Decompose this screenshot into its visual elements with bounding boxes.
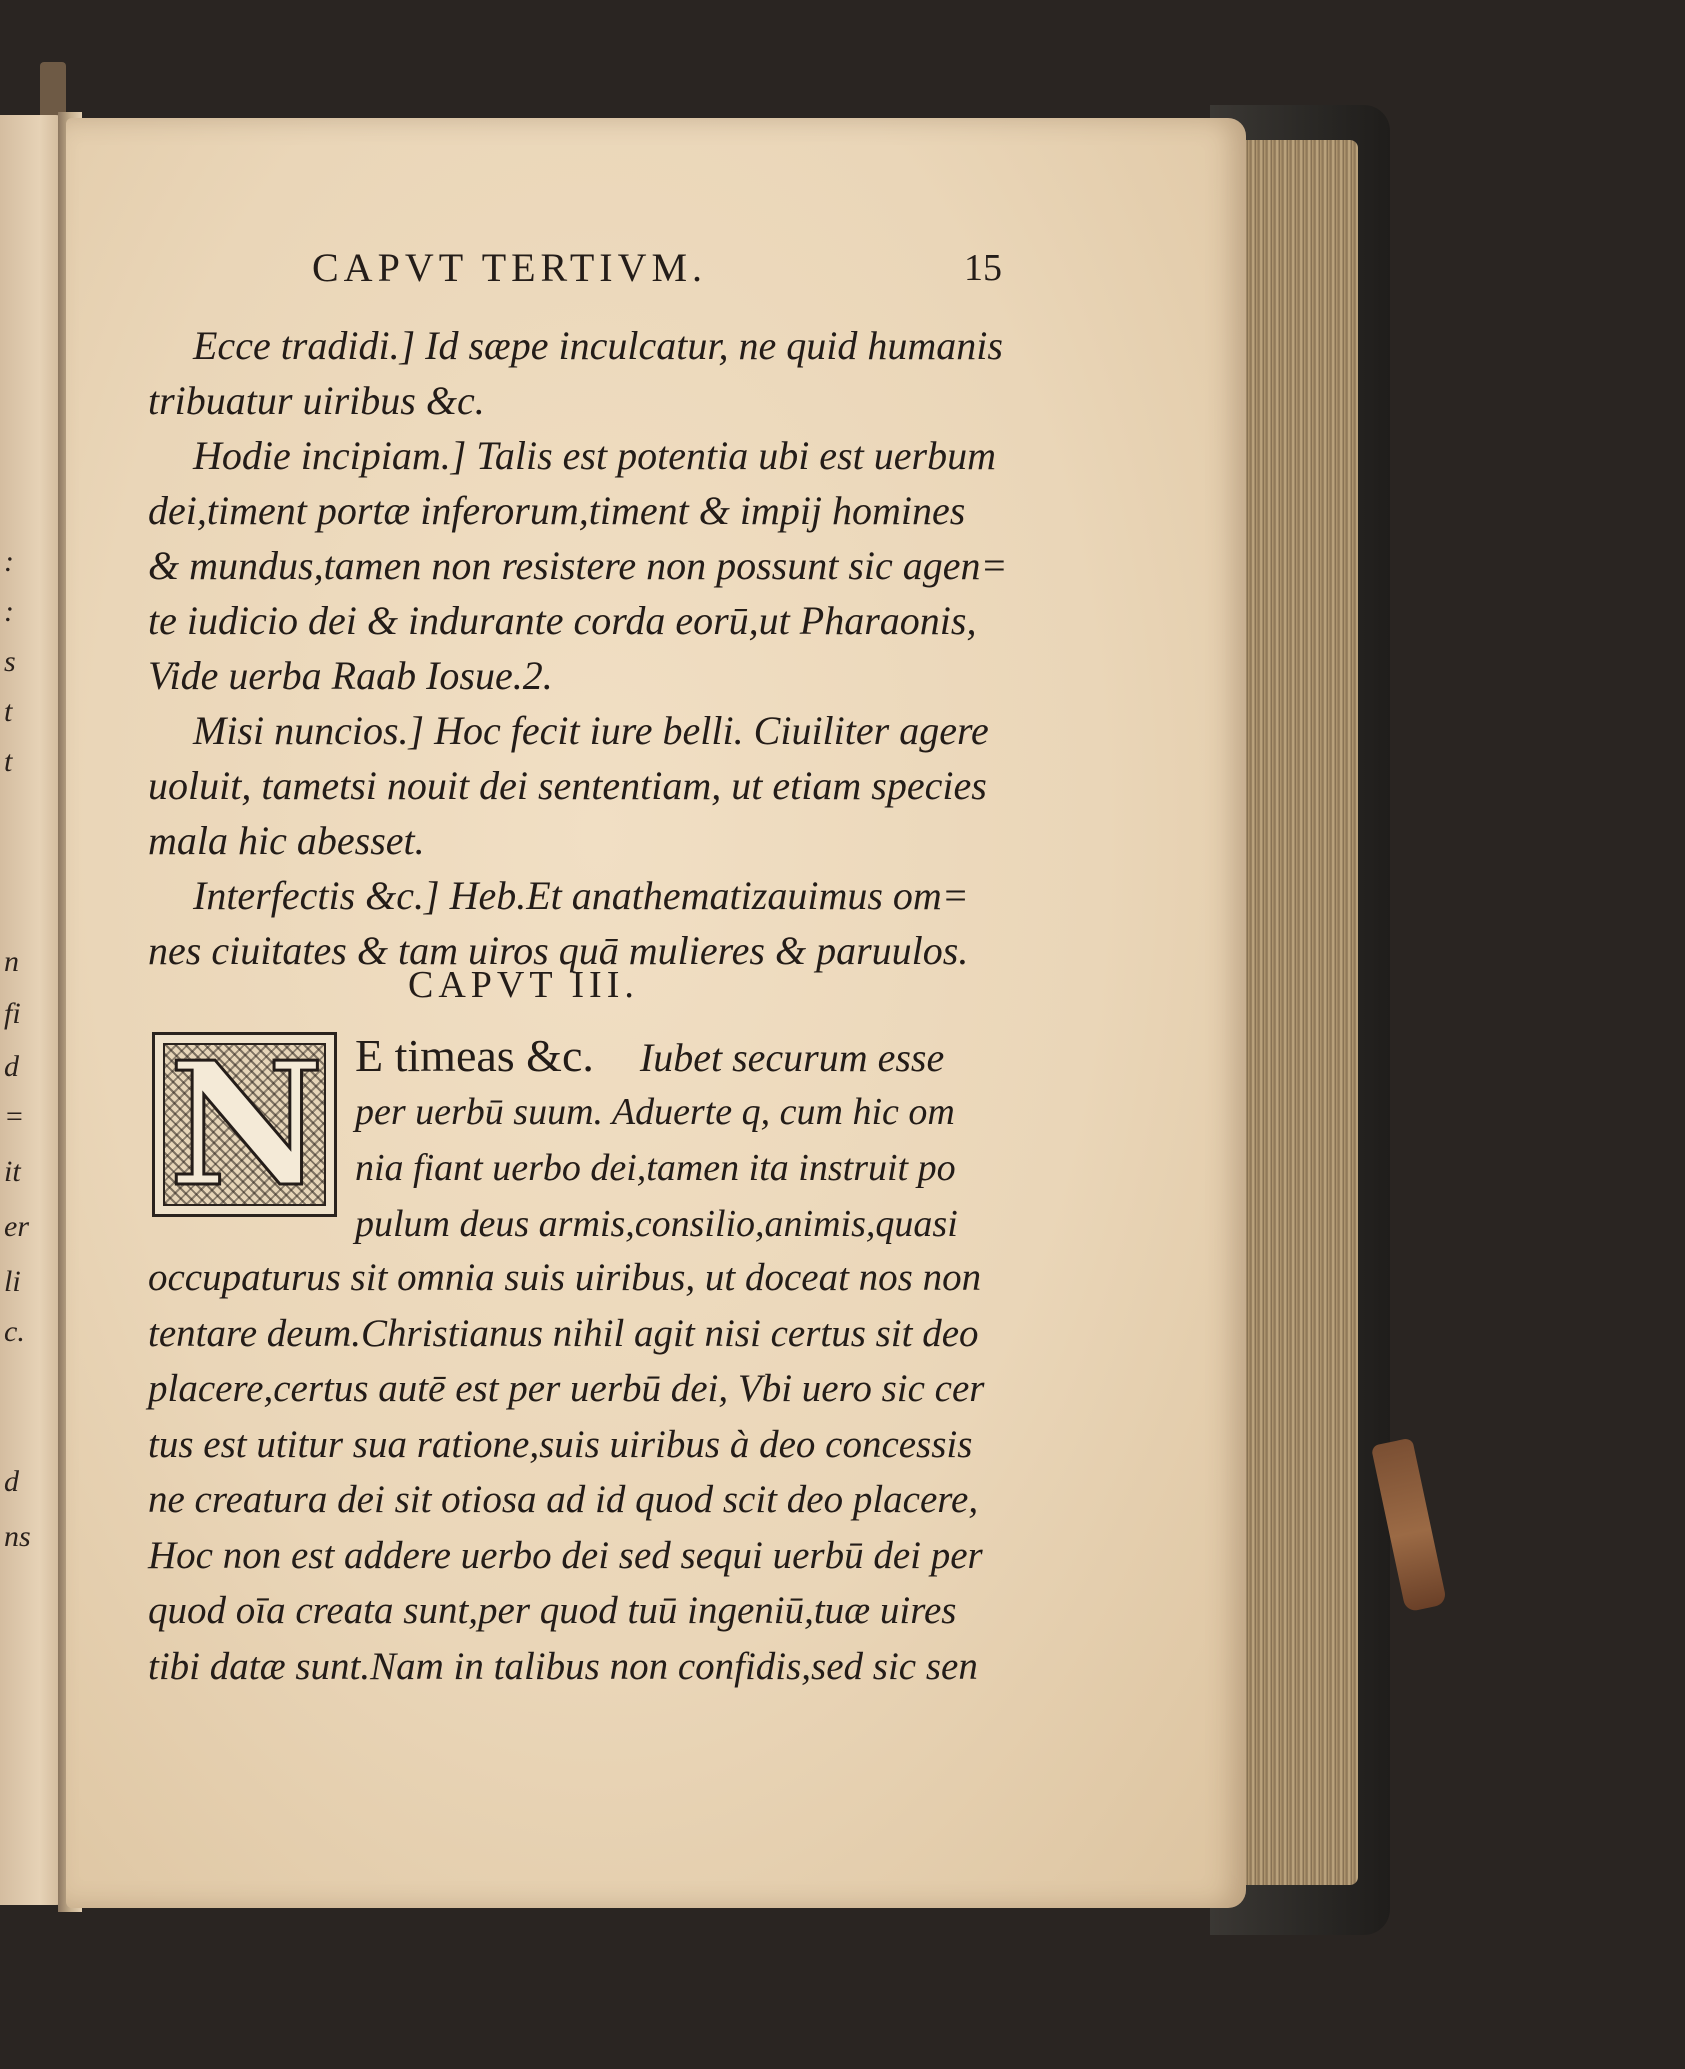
fragment: n	[4, 945, 19, 978]
fragment: t	[4, 695, 13, 728]
fragment: s	[4, 645, 16, 678]
header-title: CAPVT TERTIVM.	[312, 245, 708, 290]
initial-adjacent-text	[355, 1028, 975, 1252]
fragment: c.	[4, 1315, 25, 1348]
fragment: li	[4, 1265, 21, 1298]
left-page	[0, 115, 66, 1905]
initial-ornament	[163, 1025, 326, 1225]
text-line: Ecce tradidi.] Id sæpe inculcatur, ne quid humanis	[193, 323, 1003, 368]
fragment: er	[4, 1210, 29, 1243]
chapter-body	[148, 1250, 988, 1694]
running-header	[312, 244, 1012, 294]
fragment: t	[4, 745, 13, 778]
fragment: it	[4, 1155, 21, 1188]
text-line: nes ciuitates & tam uiros quā mulieres & paruulos.	[148, 928, 969, 973]
initial-letter: N	[168, 1025, 325, 1225]
decorated-initial	[152, 1025, 337, 1225]
text-line: te iudicio dei & indurante corda eorū,ut Pharaonis,	[148, 598, 977, 643]
opening-rest: Iubet securum esse	[639, 1035, 945, 1080]
text-line: Vide uerba Raab Iosue.2.	[148, 653, 553, 698]
fragment: ns	[4, 1520, 31, 1553]
page-number: 15	[964, 247, 1002, 289]
text-line: per uerbū suum. Aduerte q, cum hic om	[355, 1091, 955, 1133]
fragment: d	[4, 1465, 19, 1498]
text-line: Hodie incipiam.] Talis est potentia ubi est uerbum	[193, 433, 996, 478]
text-line: uoluit, tametsi nouit dei sententiam, ut etiam species	[148, 763, 987, 808]
fragment: =	[4, 1100, 25, 1133]
text-line: Misi nuncios.] Hoc fecit iure belli. Ciuiliter agere	[193, 708, 989, 753]
page-edges	[1240, 140, 1358, 1885]
text-line: Interfectis &c.] Heb.Et anathematizauimus om=	[193, 873, 969, 918]
opening-word: E timeas &c.	[355, 1030, 594, 1081]
fragment: d	[4, 1050, 19, 1083]
text-line: tus est utitur sua ratione,suis uiribus à deo concessis	[148, 1422, 973, 1466]
fragment: :	[4, 595, 14, 628]
text-line: nia fiant uerbo dei,tamen ita instruit po	[355, 1147, 956, 1189]
left-page-fragments	[0, 115, 40, 1905]
text-line: Hoc non est addere uerbo dei sed sequi uerbū dei per	[148, 1533, 983, 1577]
text-line: occupaturus sit omnia suis uiribus, ut doceat nos non	[148, 1256, 982, 1299]
text-line: mala hic abesset.	[148, 818, 425, 863]
fragment: fi	[4, 997, 21, 1030]
text-line: & mundus,tamen non resistere non possunt sic agen=	[148, 543, 1008, 588]
text-line: quod oīa creata sunt,per quod tuū ingeniū,tuæ uires	[148, 1589, 957, 1632]
text-line: dei,timent portæ inferorum,timent & impij homines	[148, 488, 966, 533]
text-line: ne creatura dei sit otiosa ad id quod scit deo placere,	[148, 1478, 979, 1521]
text-line: tibi datæ sunt.Nam in talibus non confidis,sed sic sen	[148, 1644, 978, 1688]
fragment: :	[4, 545, 14, 578]
text-line: placere,certus autē est per uerbū dei, Vbi uero sic cer	[148, 1367, 985, 1410]
text-line: tribuatur uiribus &c.	[148, 378, 485, 423]
opening-line	[355, 1028, 975, 1084]
section-one	[148, 318, 1008, 978]
text-line: pulum deus armis,consilio,animis,quasi	[355, 1203, 958, 1245]
text-line: tentare deum.Christianus nihil agit nisi certus sit deo	[148, 1311, 979, 1355]
chapter-heading: CAPVT III.	[408, 964, 639, 1006]
